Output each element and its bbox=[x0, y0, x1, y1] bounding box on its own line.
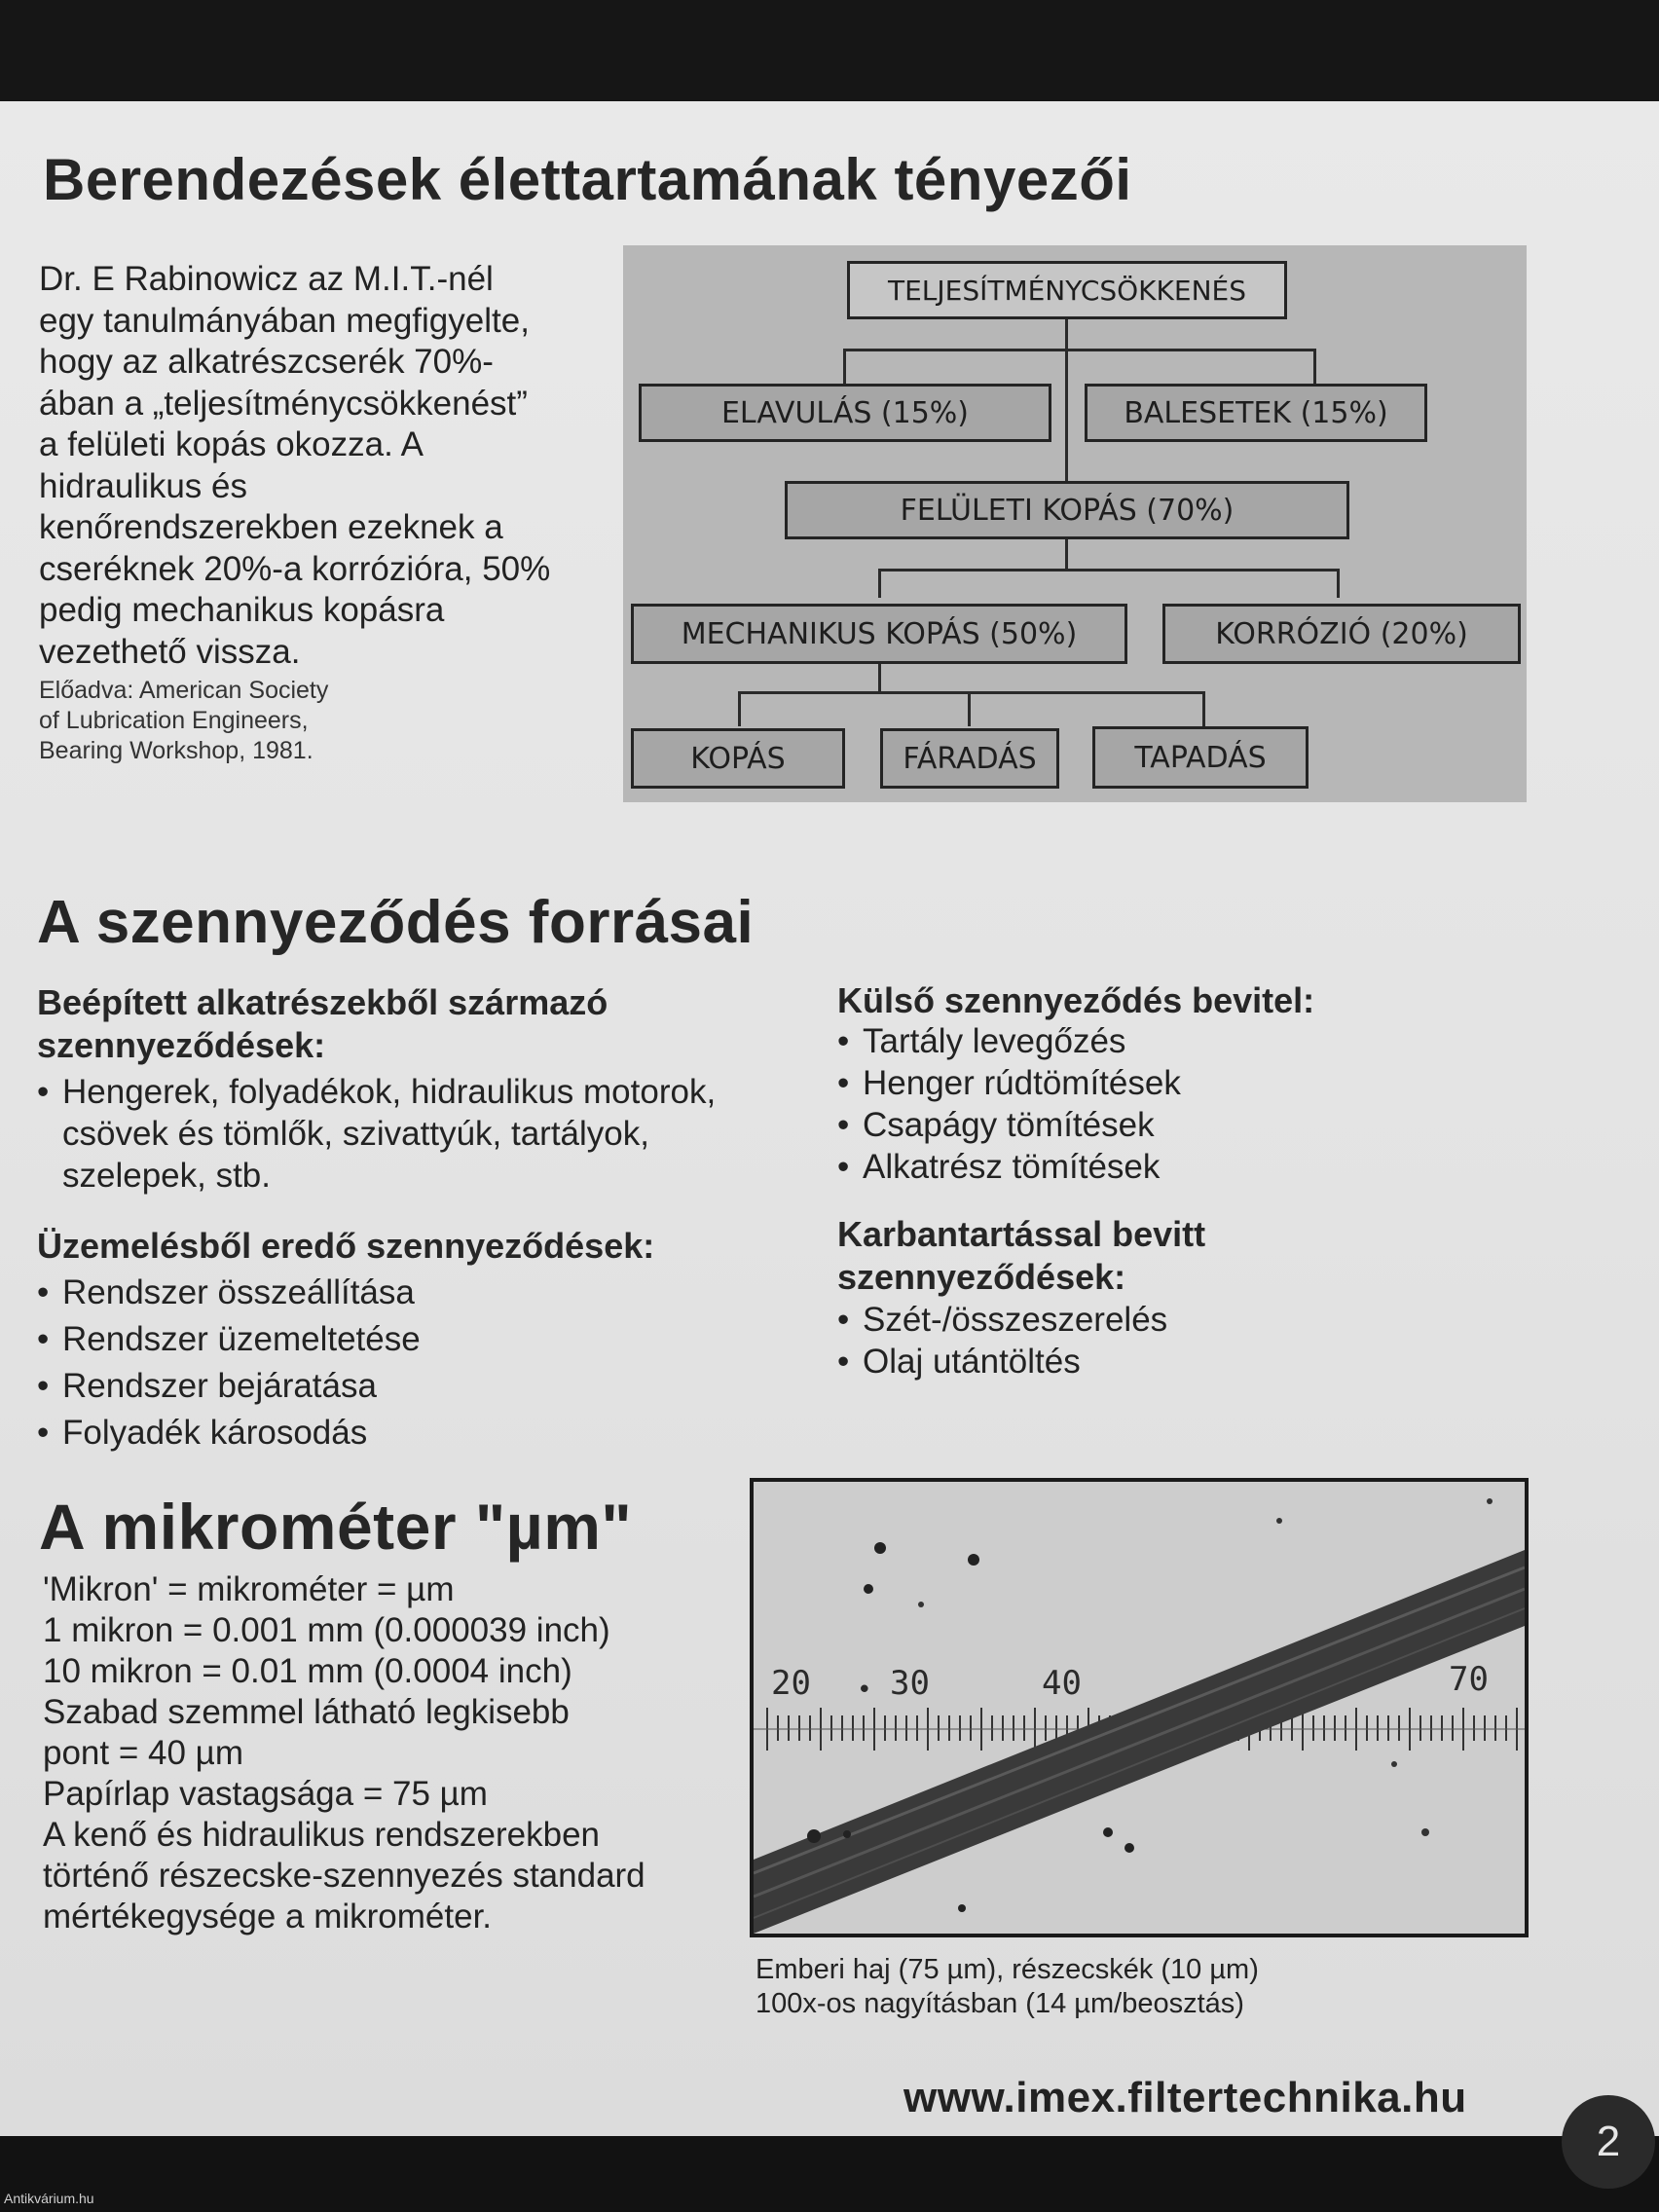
list-item: • Folyadék károsodás bbox=[37, 1410, 421, 1456]
connector-line bbox=[878, 664, 881, 693]
paragraph-line: hidraulikus és bbox=[39, 466, 247, 505]
source-line: Előadva: American Society bbox=[39, 677, 329, 704]
hair-micrograph bbox=[750, 1478, 1529, 1937]
connector-line bbox=[738, 691, 1205, 694]
box-wear: KOPÁS bbox=[631, 728, 845, 789]
particle bbox=[1487, 1498, 1493, 1504]
list-item: • Olaj utántöltés bbox=[837, 1343, 1081, 1381]
website-url: www.imex.filtertechnika.hu bbox=[903, 2074, 1467, 2121]
list-item: szelepek, stb. bbox=[62, 1157, 271, 1195]
box-mechanical-wear: MECHANIKUS KOPÁS (50%) bbox=[631, 604, 1127, 664]
rabinowicz-paragraph bbox=[39, 259, 550, 673]
paragraph-line: Dr. E Rabinowicz az M.I.T.-nél bbox=[39, 260, 494, 298]
operation-heading: Üzemelésből eredő szennyeződések: bbox=[37, 1226, 655, 1266]
fact-line: 'Mikron' = mikrométer = µm bbox=[43, 1570, 455, 1608]
heading-line: Beépített alkatrészekből származó bbox=[37, 982, 608, 1022]
fact-line: Szabad szemmel látható legkisebb bbox=[43, 1693, 570, 1731]
bottom-dark-band bbox=[0, 2136, 1659, 2212]
particle bbox=[843, 1830, 851, 1838]
scale-label-20: 20 bbox=[771, 1664, 811, 1703]
maintenance-list bbox=[837, 1299, 1167, 1382]
particle bbox=[864, 1584, 873, 1594]
list-item: • Hengerek, folyadékok, hidraulikus motorok, bbox=[37, 1073, 717, 1111]
particle bbox=[1391, 1761, 1397, 1767]
heading-line: szennyeződések: bbox=[837, 1257, 1126, 1297]
connector-line bbox=[878, 569, 1340, 571]
paragraph-line: a felületi kopás okozza. A bbox=[39, 425, 424, 463]
wear-factors-diagram bbox=[623, 245, 1527, 802]
scale-label-40: 40 bbox=[1042, 1664, 1082, 1703]
bullet-icon: • bbox=[837, 1064, 850, 1102]
list-item: • Alkatrész tömítések bbox=[837, 1148, 1161, 1186]
scale-dot: • bbox=[857, 1676, 872, 1705]
paragraph-line: kenőrendszerekben ezeknek a bbox=[39, 508, 503, 546]
external-list bbox=[837, 1020, 1181, 1188]
section-title-contamination: A szennyeződés forrásai bbox=[37, 889, 755, 956]
section-title-micrometer: A mikrométer "µm" bbox=[39, 1491, 633, 1563]
paragraph-line: hogy az alkatrészcserék 70%- bbox=[39, 343, 494, 381]
list-item: • Rendszer összeállítása bbox=[37, 1270, 421, 1316]
particle bbox=[1421, 1828, 1429, 1836]
bullet-icon: • bbox=[37, 1320, 50, 1358]
list-item: • Rendszer üzemeltetése bbox=[37, 1316, 421, 1363]
fact-line: történő részecske-szennyezés standard bbox=[43, 1857, 645, 1895]
particle bbox=[1276, 1518, 1282, 1524]
connector-line bbox=[1337, 569, 1340, 598]
bullet-icon: • bbox=[37, 1414, 50, 1452]
bullet-icon: • bbox=[37, 1073, 50, 1111]
top-dark-band bbox=[0, 0, 1659, 109]
connector-line bbox=[968, 691, 971, 726]
source-line: Bearing Workshop, 1981. bbox=[39, 737, 313, 764]
box-adhesion: TAPADÁS bbox=[1092, 726, 1309, 789]
heading-line: szennyeződések: bbox=[37, 1025, 326, 1065]
source-note bbox=[39, 676, 328, 766]
caption-line: 100x-os nagyításban (14 µm/beosztás) bbox=[756, 1988, 1244, 2019]
paragraph-line: pedig mechanikus kopásra bbox=[39, 591, 445, 629]
particle bbox=[807, 1829, 821, 1843]
box-performance-loss: TELJESÍTMÉNYCSÖKKENÉS bbox=[847, 261, 1287, 319]
connector-line bbox=[878, 569, 881, 598]
bullet-icon: • bbox=[837, 1148, 850, 1186]
scale-label-70: 70 bbox=[1449, 1660, 1489, 1699]
particle bbox=[958, 1904, 966, 1912]
list-item: csövek és tömlők, szivattyúk, tartályok, bbox=[62, 1115, 649, 1153]
connector-line bbox=[1202, 691, 1205, 726]
source-line: of Lubrication Engineers, bbox=[39, 707, 309, 734]
external-heading: Külső szennyeződés bevitel: bbox=[837, 980, 1315, 1020]
antikvarium-watermark: Antikvárium.hu bbox=[4, 2191, 94, 2206]
connector-line bbox=[1065, 537, 1068, 571]
box-obsolescence: ELAVULÁS (15%) bbox=[639, 384, 1051, 442]
list-item: • Csapágy tömítések bbox=[837, 1106, 1155, 1144]
heading-line: Karbantartással bevitt bbox=[837, 1214, 1206, 1254]
micrograph-caption bbox=[756, 1953, 1259, 2021]
connector-line bbox=[738, 691, 741, 726]
bullet-icon: • bbox=[37, 1367, 50, 1405]
box-fatigue: FÁRADÁS bbox=[880, 728, 1059, 789]
built-in-list bbox=[37, 1071, 716, 1197]
particle bbox=[874, 1542, 886, 1554]
list-item: • Henger rúdtömítések bbox=[837, 1064, 1181, 1102]
maintenance-heading bbox=[837, 1213, 1205, 1299]
paragraph-line: vezethető vissza. bbox=[39, 632, 301, 671]
fact-line: A kenő és hidraulikus rendszerekben bbox=[43, 1816, 601, 1854]
micrometer-facts bbox=[43, 1569, 645, 1937]
particle bbox=[1103, 1827, 1113, 1837]
operation-list bbox=[37, 1270, 421, 1456]
page-number: 2 bbox=[1562, 2095, 1655, 2189]
paragraph-line: ában a „teljesítménycsökkenést” bbox=[39, 384, 528, 423]
list-item: • Tartály levegőzés bbox=[837, 1022, 1126, 1060]
built-in-heading bbox=[37, 981, 608, 1067]
caption-line: Emberi haj (75 µm), részecskék (10 µm) bbox=[756, 1954, 1259, 1985]
list-item: • Szét-/összeszerelés bbox=[837, 1301, 1168, 1339]
fact-line: 1 mikron = 0.001 mm (0.000039 inch) bbox=[43, 1611, 610, 1649]
connector-line bbox=[1065, 317, 1068, 488]
fact-line: mértékegysége a mikrométer. bbox=[43, 1898, 493, 1936]
fact-line: pont = 40 µm bbox=[43, 1734, 243, 1772]
list-item: • Rendszer bejáratása bbox=[37, 1363, 421, 1410]
particle bbox=[1124, 1843, 1134, 1853]
micrograph-svg bbox=[754, 1482, 1525, 1934]
paragraph-line: cseréknek 20%-a korrózióra, 50% bbox=[39, 549, 551, 588]
paragraph-line: egy tanulmányában megfigyelte, bbox=[39, 301, 530, 340]
connector-line bbox=[843, 349, 1316, 351]
bullet-icon: • bbox=[837, 1106, 850, 1144]
particle bbox=[918, 1602, 924, 1607]
section-title-lifetime: Berendezések élettartamának tényezői bbox=[43, 147, 1132, 212]
box-surface-wear: FELÜLETI KOPÁS (70%) bbox=[785, 481, 1349, 539]
bullet-icon: • bbox=[837, 1301, 850, 1339]
box-corrosion: KORRÓZIÓ (20%) bbox=[1162, 604, 1521, 664]
scale-label-30: 30 bbox=[890, 1664, 930, 1703]
bullet-icon: • bbox=[837, 1022, 850, 1060]
fact-line: 10 mikron = 0.01 mm (0.0004 inch) bbox=[43, 1652, 572, 1690]
bullet-icon: • bbox=[837, 1343, 850, 1381]
particle bbox=[968, 1554, 979, 1566]
fact-line: Papírlap vastagsága = 75 µm bbox=[43, 1775, 488, 1813]
bullet-icon: • bbox=[37, 1273, 50, 1311]
box-accidents: BALESETEK (15%) bbox=[1085, 384, 1427, 442]
